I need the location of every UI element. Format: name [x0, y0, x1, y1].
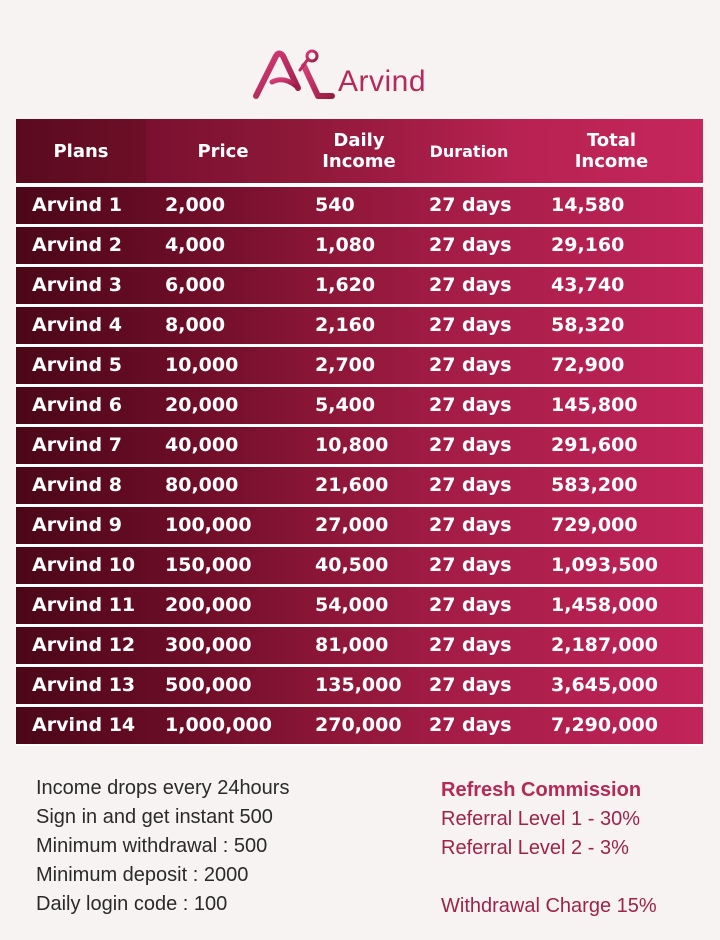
cell-daily-income: 2,160 [315, 314, 376, 336]
cell-duration: 27 days [429, 554, 512, 576]
plans-table [16, 119, 703, 746]
cell-duration: 27 days [429, 674, 512, 696]
cell-plan: Arvind 2 [32, 234, 122, 256]
cell-daily-income: 10,800 [315, 434, 389, 456]
header-daily-income: Daily Income [300, 119, 418, 183]
table-header [16, 119, 703, 183]
cell-price: 2,000 [165, 194, 226, 216]
cell-daily-income: 2,700 [315, 354, 376, 376]
cell-daily-income: 40,500 [315, 554, 389, 576]
cell-price: 200,000 [165, 594, 252, 616]
table-row [16, 667, 703, 704]
brand-logo [252, 48, 426, 100]
cell-duration: 27 days [429, 274, 512, 296]
cell-total-income: 3,645,000 [551, 674, 658, 696]
referral-level-2: Referral Level 2 - 3% [441, 837, 629, 859]
table-row [16, 267, 703, 304]
table-row [16, 387, 703, 424]
cell-plan: Arvind 4 [32, 314, 122, 336]
cell-price: 10,000 [165, 354, 239, 376]
cell-duration: 27 days [429, 434, 512, 456]
table-row [16, 307, 703, 344]
cell-total-income: 29,160 [551, 234, 625, 256]
table-row [16, 587, 703, 624]
cell-plan: Arvind 14 [32, 714, 136, 736]
cell-daily-income: 21,600 [315, 474, 389, 496]
cell-price: 300,000 [165, 634, 252, 656]
cell-total-income: 2,187,000 [551, 634, 658, 656]
note-sign-in-bonus: Sign in and get instant 500 [36, 806, 273, 828]
cell-price: 150,000 [165, 554, 252, 576]
arvind-logo-icon [252, 48, 338, 100]
cell-plan: Arvind 5 [32, 354, 122, 376]
note-income-drops: Income drops every 24hours [36, 777, 290, 799]
cell-duration: 27 days [429, 354, 512, 376]
referral-level-1: Referral Level 1 - 30% [441, 808, 640, 830]
cell-duration: 27 days [429, 474, 512, 496]
header-price: Price [146, 119, 300, 183]
header-duration: Duration [418, 119, 520, 183]
cell-plan: Arvind 7 [32, 434, 122, 456]
cell-plan: Arvind 3 [32, 274, 122, 296]
cell-price: 4,000 [165, 234, 226, 256]
cell-daily-income: 27,000 [315, 514, 389, 536]
cell-total-income: 729,000 [551, 514, 638, 536]
cell-duration: 27 days [429, 194, 512, 216]
table-row [16, 707, 703, 744]
cell-daily-income: 5,400 [315, 394, 376, 416]
cell-total-income: 1,093,500 [551, 554, 658, 576]
cell-total-income: 145,800 [551, 394, 638, 416]
table-row [16, 507, 703, 544]
cell-duration: 27 days [429, 314, 512, 336]
cell-plan: Arvind 8 [32, 474, 122, 496]
commission-notes [441, 776, 657, 921]
withdrawal-charge: Withdrawal Charge 15% [441, 895, 657, 917]
cell-daily-income: 270,000 [315, 714, 402, 736]
cell-total-income: 43,740 [551, 274, 625, 296]
cell-total-income: 583,200 [551, 474, 638, 496]
cell-total-income: 7,290,000 [551, 714, 658, 736]
commission-title: Refresh Commission [441, 779, 642, 801]
cell-daily-income: 1,080 [315, 234, 376, 256]
cell-price: 40,000 [165, 434, 239, 456]
brand-name: Arvind [338, 65, 427, 98]
cell-daily-income: 540 [315, 194, 355, 216]
cell-daily-income: 81,000 [315, 634, 389, 656]
table-row [16, 627, 703, 664]
cell-duration: 27 days [429, 594, 512, 616]
cell-plan: Arvind 1 [32, 194, 122, 216]
cell-duration: 27 days [429, 394, 512, 416]
header-plans: Plans [16, 119, 146, 183]
cell-price: 1,000,000 [165, 714, 272, 736]
table-row [16, 547, 703, 584]
cell-daily-income: 135,000 [315, 674, 402, 696]
cell-plan: Arvind 6 [32, 394, 122, 416]
cell-duration: 27 days [429, 514, 512, 536]
cell-price: 100,000 [165, 514, 252, 536]
cell-total-income: 291,600 [551, 434, 638, 456]
cell-plan: Arvind 9 [32, 514, 122, 536]
table-row [16, 347, 703, 384]
cell-daily-income: 1,620 [315, 274, 376, 296]
header-total-income: Total Income [520, 119, 703, 183]
table-row [16, 427, 703, 464]
table-row [16, 227, 703, 264]
note-minimum-withdrawal: Minimum withdrawal : 500 [36, 835, 268, 857]
table-row [16, 467, 703, 504]
cell-duration: 27 days [429, 714, 512, 736]
cell-total-income: 72,900 [551, 354, 625, 376]
cell-total-income: 14,580 [551, 194, 625, 216]
cell-plan: Arvind 11 [32, 594, 136, 616]
cell-plan: Arvind 10 [32, 554, 136, 576]
cell-total-income: 1,458,000 [551, 594, 658, 616]
cell-price: 8,000 [165, 314, 226, 336]
cell-price: 6,000 [165, 274, 226, 296]
cell-plan: Arvind 13 [32, 674, 136, 696]
table-row [16, 187, 703, 224]
cell-price: 500,000 [165, 674, 252, 696]
info-notes [36, 774, 289, 919]
cell-plan: Arvind 12 [32, 634, 136, 656]
cell-price: 80,000 [165, 474, 239, 496]
cell-duration: 27 days [429, 234, 512, 256]
cell-daily-income: 54,000 [315, 594, 389, 616]
cell-price: 20,000 [165, 394, 239, 416]
cell-total-income: 58,320 [551, 314, 625, 336]
note-minimum-deposit: Minimum deposit : 2000 [36, 864, 249, 886]
note-daily-login-code: Daily login code : 100 [36, 893, 228, 915]
cell-duration: 27 days [429, 634, 512, 656]
